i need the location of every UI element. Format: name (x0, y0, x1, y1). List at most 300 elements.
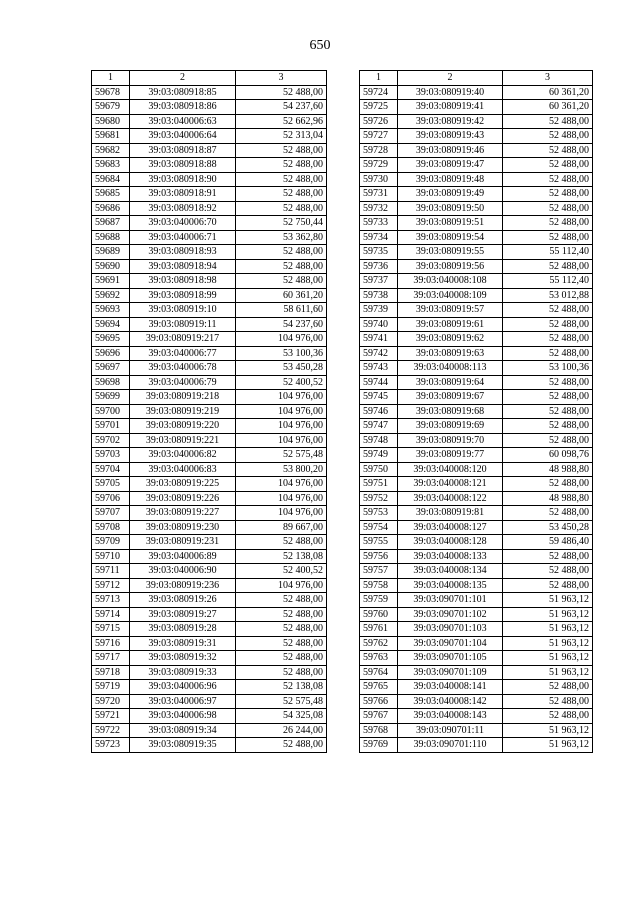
cell-value: 53 100,36 (503, 361, 593, 376)
table-row (92, 172, 327, 187)
cell-row-number: 59718 (92, 665, 130, 680)
cell-value: 52 488,00 (236, 187, 327, 202)
cell-value: 52 488,00 (503, 259, 593, 274)
cell-value: 60 361,20 (236, 288, 327, 303)
cell-value: 52 488,00 (503, 506, 593, 521)
cell-row-number: 59699 (92, 390, 130, 405)
cell-cadastral-number: 39:03:080919:231 (130, 535, 236, 550)
cell-value: 52 488,00 (503, 419, 593, 434)
table-row (92, 462, 327, 477)
table-row (92, 346, 327, 361)
cell-cadastral-number: 39:03:080919:43 (398, 129, 503, 144)
cell-value: 59 486,40 (503, 535, 593, 550)
table-row (360, 288, 593, 303)
cell-row-number: 59750 (360, 462, 398, 477)
cell-cadastral-number: 39:03:080919:64 (398, 375, 503, 390)
cell-row-number: 59747 (360, 419, 398, 434)
cell-value: 104 976,00 (236, 491, 327, 506)
cell-row-number: 59693 (92, 303, 130, 318)
cell-row-number: 59716 (92, 636, 130, 651)
cell-cadastral-number: 39:03:080918:92 (130, 201, 236, 216)
table-row (92, 303, 327, 318)
cell-value: 104 976,00 (236, 477, 327, 492)
cell-cadastral-number: 39:03:040006:78 (130, 361, 236, 376)
cell-value: 51 963,12 (503, 665, 593, 680)
cell-value: 52 575,48 (236, 448, 327, 463)
cell-value: 52 488,00 (503, 201, 593, 216)
table-row (360, 665, 593, 680)
cell-value: 51 963,12 (503, 593, 593, 608)
table-row (92, 288, 327, 303)
cell-value: 52 488,00 (236, 665, 327, 680)
table-row (92, 332, 327, 347)
table-row (92, 274, 327, 289)
cell-value: 52 488,00 (503, 114, 593, 129)
cell-row-number: 59730 (360, 172, 398, 187)
cell-value: 52 138,08 (236, 680, 327, 695)
cell-row-number: 59743 (360, 361, 398, 376)
cell-row-number: 59725 (360, 100, 398, 115)
cell-cadastral-number: 39:03:080918:90 (130, 172, 236, 187)
column-header-number: 1 (360, 71, 398, 86)
cell-value: 53 100,36 (236, 346, 327, 361)
table-row (360, 114, 593, 129)
table-row (360, 143, 593, 158)
table-row (92, 85, 327, 100)
cell-row-number: 59702 (92, 433, 130, 448)
table-row (92, 114, 327, 129)
cell-value: 52 488,00 (503, 578, 593, 593)
cell-cadastral-number: 39:03:080918:99 (130, 288, 236, 303)
cell-value: 52 488,00 (503, 346, 593, 361)
cell-value: 52 488,00 (503, 404, 593, 419)
cell-cadastral-number: 39:03:040006:63 (130, 114, 236, 129)
cell-row-number: 59698 (92, 375, 130, 390)
table-row (360, 259, 593, 274)
cell-row-number: 59736 (360, 259, 398, 274)
cell-row-number: 59749 (360, 448, 398, 463)
cell-value: 55 112,40 (503, 274, 593, 289)
table-row (92, 259, 327, 274)
column-header-number: 1 (92, 71, 130, 86)
cell-cadastral-number: 39:03:040008:134 (398, 564, 503, 579)
cell-row-number: 59682 (92, 143, 130, 158)
table-row (360, 491, 593, 506)
cell-value: 51 963,12 (503, 636, 593, 651)
cell-value: 104 976,00 (236, 578, 327, 593)
cell-row-number: 59735 (360, 245, 398, 260)
cell-row-number: 59768 (360, 723, 398, 738)
cell-cadastral-number: 39:03:080919:34 (130, 723, 236, 738)
cell-cadastral-number: 39:03:080919:10 (130, 303, 236, 318)
cell-row-number: 59712 (92, 578, 130, 593)
table-row (92, 506, 327, 521)
cell-cadastral-number: 39:03:080919:33 (130, 665, 236, 680)
cell-cadastral-number: 39:03:040008:113 (398, 361, 503, 376)
table-row (92, 578, 327, 593)
cell-cadastral-number: 39:03:080919:26 (130, 593, 236, 608)
column-header-value: 3 (236, 71, 327, 86)
cell-row-number: 59741 (360, 332, 398, 347)
cell-cadastral-number: 39:03:080918:98 (130, 274, 236, 289)
cell-cadastral-number: 39:03:040008:127 (398, 520, 503, 535)
cell-row-number: 59727 (360, 129, 398, 144)
cell-value: 52 488,00 (236, 593, 327, 608)
table-row (92, 187, 327, 202)
cell-cadastral-number: 39:03:080919:67 (398, 390, 503, 405)
cell-row-number: 59707 (92, 506, 130, 521)
cell-value: 52 488,00 (503, 375, 593, 390)
table-row (92, 694, 327, 709)
cell-value: 52 313,04 (236, 129, 327, 144)
cell-value: 60 098,76 (503, 448, 593, 463)
table-row (360, 680, 593, 695)
cell-cadastral-number: 39:03:080919:32 (130, 651, 236, 666)
cell-cadastral-number: 39:03:080918:91 (130, 187, 236, 202)
cell-value: 54 325,08 (236, 709, 327, 724)
cell-value: 104 976,00 (236, 332, 327, 347)
table-row (92, 622, 327, 637)
cell-row-number: 59766 (360, 694, 398, 709)
table-row (360, 636, 593, 651)
cell-row-number: 59744 (360, 375, 398, 390)
cell-cadastral-number: 39:03:080919:230 (130, 520, 236, 535)
cell-cadastral-number: 39:03:040008:135 (398, 578, 503, 593)
table-row (360, 448, 593, 463)
cell-value: 52 488,00 (503, 477, 593, 492)
cell-row-number: 59684 (92, 172, 130, 187)
table-row (92, 535, 327, 550)
cell-value: 52 488,00 (503, 230, 593, 245)
table-row (360, 607, 593, 622)
table-row (360, 506, 593, 521)
cell-row-number: 59769 (360, 738, 398, 753)
cell-cadastral-number: 39:03:080919:27 (130, 607, 236, 622)
cell-row-number: 59690 (92, 259, 130, 274)
cell-cadastral-number: 39:03:040008:143 (398, 709, 503, 724)
table-row (360, 187, 593, 202)
cell-row-number: 59722 (92, 723, 130, 738)
cell-cadastral-number: 39:03:040008:133 (398, 549, 503, 564)
cell-row-number: 59733 (360, 216, 398, 231)
cell-cadastral-number: 39:03:080919:219 (130, 404, 236, 419)
cell-cadastral-number: 39:03:080919:61 (398, 317, 503, 332)
cell-row-number: 59754 (360, 520, 398, 535)
cell-cadastral-number: 39:03:040006:98 (130, 709, 236, 724)
cell-value: 52 488,00 (503, 564, 593, 579)
table-row (92, 317, 327, 332)
table-row (92, 143, 327, 158)
cell-cadastral-number: 39:03:080919:55 (398, 245, 503, 260)
cell-row-number: 59723 (92, 738, 130, 753)
cell-row-number: 59686 (92, 201, 130, 216)
table-row (360, 477, 593, 492)
table-row (360, 129, 593, 144)
table-row (360, 158, 593, 173)
cell-row-number: 59714 (92, 607, 130, 622)
cell-value: 53 450,28 (236, 361, 327, 376)
cell-value: 52 662,96 (236, 114, 327, 129)
table-row (92, 651, 327, 666)
cell-row-number: 59688 (92, 230, 130, 245)
cell-row-number: 59731 (360, 187, 398, 202)
cell-row-number: 59760 (360, 607, 398, 622)
table-row (92, 433, 327, 448)
cell-value: 58 611,60 (236, 303, 327, 318)
table-row (360, 419, 593, 434)
cell-row-number: 59767 (360, 709, 398, 724)
cell-cadastral-number: 39:03:080919:220 (130, 419, 236, 434)
cell-value: 53 450,28 (503, 520, 593, 535)
cell-row-number: 59705 (92, 477, 130, 492)
cell-cadastral-number: 39:03:040008:108 (398, 274, 503, 289)
cell-cadastral-number: 39:03:040008:128 (398, 535, 503, 550)
cell-row-number: 59752 (360, 491, 398, 506)
cell-row-number: 59721 (92, 709, 130, 724)
cell-cadastral-number: 39:03:080919:56 (398, 259, 503, 274)
cell-cadastral-number: 39:03:080918:85 (130, 85, 236, 100)
cell-value: 52 488,00 (503, 187, 593, 202)
cell-row-number: 59728 (360, 143, 398, 158)
cell-row-number: 59729 (360, 158, 398, 173)
cell-value: 52 138,08 (236, 549, 327, 564)
cell-row-number: 59732 (360, 201, 398, 216)
table-row (92, 477, 327, 492)
table-row (92, 201, 327, 216)
cell-cadastral-number: 39:03:080919:217 (130, 332, 236, 347)
column-header-cadastral: 2 (130, 71, 236, 86)
cell-cadastral-number: 39:03:080919:70 (398, 433, 503, 448)
cell-value: 104 976,00 (236, 390, 327, 405)
cell-cadastral-number: 39:03:080919:40 (398, 85, 503, 100)
table-row (92, 636, 327, 651)
cell-value: 51 963,12 (503, 622, 593, 637)
table-row (360, 230, 593, 245)
cell-value: 104 976,00 (236, 433, 327, 448)
cell-row-number: 59691 (92, 274, 130, 289)
cell-value: 52 488,00 (236, 274, 327, 289)
table-row (92, 723, 327, 738)
cell-value: 52 488,00 (503, 143, 593, 158)
cell-row-number: 59706 (92, 491, 130, 506)
cell-row-number: 59761 (360, 622, 398, 637)
cell-value: 52 488,00 (236, 535, 327, 550)
cell-value: 52 488,00 (236, 651, 327, 666)
cell-row-number: 59679 (92, 100, 130, 115)
table-row (360, 564, 593, 579)
cell-value: 104 976,00 (236, 404, 327, 419)
cell-value: 52 488,00 (236, 172, 327, 187)
cell-row-number: 59681 (92, 129, 130, 144)
cell-row-number: 59697 (92, 361, 130, 376)
cell-row-number: 59758 (360, 578, 398, 593)
cell-cadastral-number: 39:03:080919:63 (398, 346, 503, 361)
cell-cadastral-number: 39:03:080919:225 (130, 477, 236, 492)
cell-cadastral-number: 39:03:080919:49 (398, 187, 503, 202)
cell-value: 52 488,00 (236, 158, 327, 173)
table-row (360, 201, 593, 216)
cell-row-number: 59715 (92, 622, 130, 637)
cell-value: 48 988,80 (503, 491, 593, 506)
cell-value: 51 963,12 (503, 651, 593, 666)
cell-value: 52 488,00 (503, 549, 593, 564)
table-row (360, 709, 593, 724)
cell-value: 54 237,60 (236, 317, 327, 332)
cell-cadastral-number: 39:03:080919:54 (398, 230, 503, 245)
table-body (360, 85, 593, 752)
table-header (360, 71, 593, 86)
cell-cadastral-number: 39:03:080918:94 (130, 259, 236, 274)
cell-value: 89 667,00 (236, 520, 327, 535)
table-row (92, 404, 327, 419)
table-row (360, 317, 593, 332)
table-row (92, 216, 327, 231)
cell-cadastral-number: 39:03:080919:35 (130, 738, 236, 753)
cell-value: 51 963,12 (503, 607, 593, 622)
table-row (360, 332, 593, 347)
cell-cadastral-number: 39:03:040006:89 (130, 549, 236, 564)
cell-row-number: 59740 (360, 317, 398, 332)
cell-cadastral-number: 39:03:040006:90 (130, 564, 236, 579)
cell-row-number: 59717 (92, 651, 130, 666)
cell-cadastral-number: 39:03:090701:105 (398, 651, 503, 666)
cell-cadastral-number: 39:03:080918:86 (130, 100, 236, 115)
table-row (360, 100, 593, 115)
cell-value: 48 988,80 (503, 462, 593, 477)
cell-value: 53 362,80 (236, 230, 327, 245)
cell-cadastral-number: 39:03:080918:88 (130, 158, 236, 173)
cell-value: 26 244,00 (236, 723, 327, 738)
cell-value: 52 488,00 (503, 129, 593, 144)
cell-value: 52 488,00 (236, 607, 327, 622)
table-row (92, 448, 327, 463)
table-row (92, 491, 327, 506)
cell-cadastral-number: 39:03:080919:42 (398, 114, 503, 129)
table-row (92, 419, 327, 434)
cell-row-number: 59737 (360, 274, 398, 289)
cell-cadastral-number: 39:03:080919:226 (130, 491, 236, 506)
cell-value: 52 488,00 (503, 172, 593, 187)
cell-cadastral-number: 39:03:090701:110 (398, 738, 503, 753)
cell-cadastral-number: 39:03:080919:77 (398, 448, 503, 463)
cell-value: 52 488,00 (503, 216, 593, 231)
table-row (360, 375, 593, 390)
cell-row-number: 59695 (92, 332, 130, 347)
cell-cadastral-number: 39:03:080919:51 (398, 216, 503, 231)
cell-value: 52 488,00 (236, 738, 327, 753)
table-row (360, 404, 593, 419)
cell-cadastral-number: 39:03:080919:81 (398, 506, 503, 521)
cell-row-number: 59694 (92, 317, 130, 332)
table-row (92, 738, 327, 753)
cell-row-number: 59704 (92, 462, 130, 477)
table-row (92, 129, 327, 144)
table-row (360, 390, 593, 405)
cell-row-number: 59745 (360, 390, 398, 405)
cell-row-number: 59692 (92, 288, 130, 303)
table-row (360, 593, 593, 608)
table-row (360, 651, 593, 666)
cell-value: 52 575,48 (236, 694, 327, 709)
cell-cadastral-number: 39:03:040006:96 (130, 680, 236, 695)
table-row (360, 346, 593, 361)
table-row (360, 622, 593, 637)
cell-cadastral-number: 39:03:080919:31 (130, 636, 236, 651)
cell-cadastral-number: 39:03:040008:141 (398, 680, 503, 695)
cell-value: 51 963,12 (503, 723, 593, 738)
cell-row-number: 59719 (92, 680, 130, 695)
cell-cadastral-number: 39:03:040008:121 (398, 477, 503, 492)
cell-cadastral-number: 39:03:040006:79 (130, 375, 236, 390)
cell-row-number: 59765 (360, 680, 398, 695)
cell-cadastral-number: 39:03:040006:64 (130, 129, 236, 144)
cell-row-number: 59756 (360, 549, 398, 564)
cell-row-number: 59711 (92, 564, 130, 579)
cell-row-number: 59710 (92, 549, 130, 564)
cell-value: 54 237,60 (236, 100, 327, 115)
cell-cadastral-number: 39:03:080919:47 (398, 158, 503, 173)
cell-cadastral-number: 39:03:040006:82 (130, 448, 236, 463)
cell-cadastral-number: 39:03:040006:83 (130, 462, 236, 477)
cell-row-number: 59709 (92, 535, 130, 550)
registry-table-right (359, 70, 593, 753)
table-body (92, 85, 327, 752)
table-row (92, 564, 327, 579)
cell-cadastral-number: 39:03:040008:122 (398, 491, 503, 506)
cell-cadastral-number: 39:03:090701:104 (398, 636, 503, 651)
cell-value: 52 488,00 (236, 245, 327, 260)
table-row (92, 100, 327, 115)
cell-cadastral-number: 39:03:090701:101 (398, 593, 503, 608)
table-row (360, 462, 593, 477)
cell-row-number: 59759 (360, 593, 398, 608)
cell-cadastral-number: 39:03:080919:218 (130, 390, 236, 405)
cell-value: 60 361,20 (503, 85, 593, 100)
cell-cadastral-number: 39:03:080919:28 (130, 622, 236, 637)
registry-table-left (91, 70, 327, 753)
cell-row-number: 59738 (360, 288, 398, 303)
table-row (360, 694, 593, 709)
table-row (92, 680, 327, 695)
table-row (92, 709, 327, 724)
cell-row-number: 59755 (360, 535, 398, 550)
cell-row-number: 59689 (92, 245, 130, 260)
cell-cadastral-number: 39:03:040008:109 (398, 288, 503, 303)
table-header (92, 71, 327, 86)
cell-cadastral-number: 39:03:090701:109 (398, 665, 503, 680)
table-row (360, 578, 593, 593)
cell-value: 52 750,44 (236, 216, 327, 231)
cell-value: 52 488,00 (503, 332, 593, 347)
cell-cadastral-number: 39:03:090701:102 (398, 607, 503, 622)
cell-row-number: 59700 (92, 404, 130, 419)
cell-value: 53 800,20 (236, 462, 327, 477)
cell-value: 52 488,00 (236, 143, 327, 158)
table-row (92, 230, 327, 245)
cell-row-number: 59746 (360, 404, 398, 419)
cell-cadastral-number: 39:03:040006:77 (130, 346, 236, 361)
cell-row-number: 59683 (92, 158, 130, 173)
cell-cadastral-number: 39:03:080918:93 (130, 245, 236, 260)
table-row (360, 216, 593, 231)
table-row (360, 738, 593, 753)
table-row (92, 520, 327, 535)
cell-cadastral-number: 39:03:080918:87 (130, 143, 236, 158)
cell-row-number: 59685 (92, 187, 130, 202)
cell-row-number: 59762 (360, 636, 398, 651)
cell-value: 104 976,00 (236, 506, 327, 521)
cell-cadastral-number: 39:03:040008:120 (398, 462, 503, 477)
